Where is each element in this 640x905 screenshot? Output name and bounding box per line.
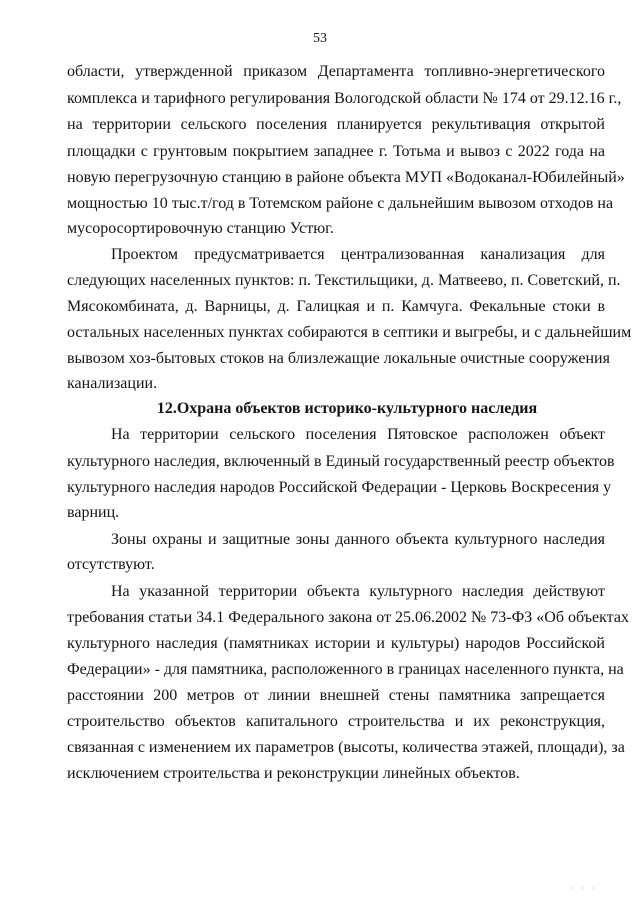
paragraph-line: На указанной территории объекта культурного наследия действуют bbox=[111, 583, 605, 600]
paragraph-line: области, утвержденной приказом Департамента топливно-энергетического bbox=[67, 63, 605, 80]
paragraph-line: культурного наследия (памятниках истории и культуры) народов Российской bbox=[67, 635, 605, 652]
paragraph-line: на территории сельского поселения планируется рекультивация открытой bbox=[67, 116, 605, 133]
paragraph-line: новую перегрузочную станцию в районе объекта МУП «Водоканал-Юбилейный» bbox=[67, 169, 625, 186]
page-number: 53 bbox=[313, 31, 327, 46]
paragraph-line: На территории сельского поселения Пятовское расположен объект bbox=[111, 426, 605, 443]
paragraph-line: мощностью 10 тыс.т/год в Тотемском районе с дальнейшим вывозом отходов на bbox=[67, 195, 614, 212]
paragraph-line: Зоны охраны и защитные зоны данного объекта культурного наследия bbox=[111, 531, 605, 548]
paragraph-line: площадки с грунтовым покрытием западнее г. Тотьма и вывоз с 2022 года на bbox=[67, 143, 605, 160]
paragraph-line: расстоянии 200 метров от линии внешней стены памятника запрещается bbox=[67, 687, 605, 704]
paragraph-line: Проектом предусматривается централизованная канализация для bbox=[111, 246, 605, 263]
paragraph-line: исключением строительства и реконструкции линейных объектов. bbox=[67, 765, 520, 782]
section-heading: 12.Охрана объектов историко-культурного наследия bbox=[156, 400, 538, 417]
scan-specks: · · · bbox=[571, 884, 598, 893]
paragraph-line: Федерации» - для памятника, расположенного в границах населенного пункта, на bbox=[67, 661, 624, 678]
paragraph-line: варниц. bbox=[67, 504, 120, 521]
paragraph-line: следующих населенных пунктов: п. Текстильщики, д. Матвеево, п. Советский, п. bbox=[67, 272, 621, 289]
paragraph-line: строительство объектов капитального строительства и их реконструкция, bbox=[67, 713, 605, 730]
paragraph-line: остальных населенных пунктах собираются в септики и выгребы, и с дальнейшим bbox=[67, 324, 632, 341]
paragraph-line: мусоросортировочную станцию Устюг. bbox=[67, 220, 334, 237]
paragraph-line: культурного наследия, включенный в Единый государственный реестр объектов bbox=[67, 453, 615, 470]
paragraph-line: требования статьи 34.1 Федерального закона от 25.06.2002 № 73-ФЗ «Об объектах bbox=[67, 609, 629, 626]
paragraph-line: вывозом хоз-бытовых стоков на близлежащие локальные очистные сооружения bbox=[67, 350, 610, 367]
paragraph-line: связанная с изменением их параметров (высоты, количества этажей, площади), за bbox=[67, 739, 625, 756]
paragraph-line: канализации. bbox=[67, 375, 158, 392]
paragraph-line: комплекса и тарифного регулирования Вологодской области № 174 от 29.12.16 г., bbox=[67, 90, 622, 107]
paragraph-line: культурного наследия народов Российской Федерации - Церковь Воскресения у bbox=[67, 479, 612, 496]
paragraph-line: Мясокомбината, д. Варницы, д. Галицкая и п. Камчуга. Фекальные стоки в bbox=[67, 298, 605, 315]
paragraph-line: отсутствуют. bbox=[67, 556, 155, 573]
